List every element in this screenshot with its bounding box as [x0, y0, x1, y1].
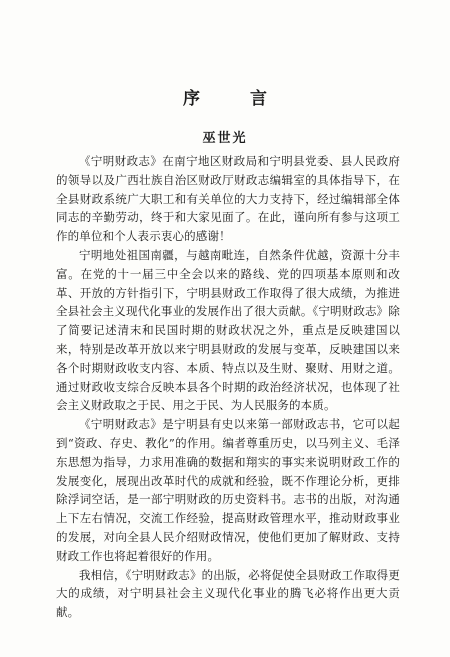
page-title: 序 言: [183, 89, 289, 109]
paragraph: 《宁明财政志》是宁明县有史以来第一部财政志书，它可以起到“资政、存史、教化”的作用。编者尊重历史，以马列主义、毛泽东思想为指导，力求用准确的数据和翔实的事实来说明财政工作的发展变化，展现出改革时代的成就和经验，既不作理论分析，更排除浮词空话，是一部宁明财政的历史资料书。志书的出版，对沟通上下左右情况，交流工作经验，提高财政管理水平，推动财政事业的发展，对向全县人民介绍财政情况，使他们更加了解财政、支持财政工作也将起着很好的作用。: [56, 417, 400, 563]
preface-body: [56, 152, 400, 622]
paragraph: 《宁明财政志》在南宁地区财政局和宁明县党委、县人民政府的领导以及广西壮族自治区财政厅财政志编辑室的具体指导下，在全县财政系统广大职工和有关单位的大力支持下，经过编辑部全体同志的辛勤劳动，终于和大家见面了。在此，谨向所有参与这项工作的单位和个人表示衷心的感谢！: [56, 154, 400, 244]
author-name: 巫世光: [202, 131, 248, 146]
paragraph: 宁明地处祖国南疆，与越南毗连，自然条件优越，资源十分丰富。在党的十一届三中全会以来的路线、党的四项基本原则和改革、开放的方针指引下，宁明县财政工作取得了很大成绩，为推进全县社会主义现代化事业的发展作出了很大贡献。《宁明财政志》除了简要记述清末和民国时期的财政状况之外，重点是反映建国以来，特别是改革开放以来宁明县财政的发展与变革，反映建国以来各个时期财政收支内容、本质、特点以及生财、聚财、用财之道。通过财政收支综合反映本县各个时期的政治经济状况，也体现了社会主义财政取之于民、用之于民、为人民服务的本质。: [56, 247, 400, 413]
paragraph: 我相信，《宁明财政志》的出版，必将促使全县财政工作取得更大的成绩，对宁明县社会主义现代化事业的腾飞必将作出更大贡献。: [56, 567, 400, 620]
